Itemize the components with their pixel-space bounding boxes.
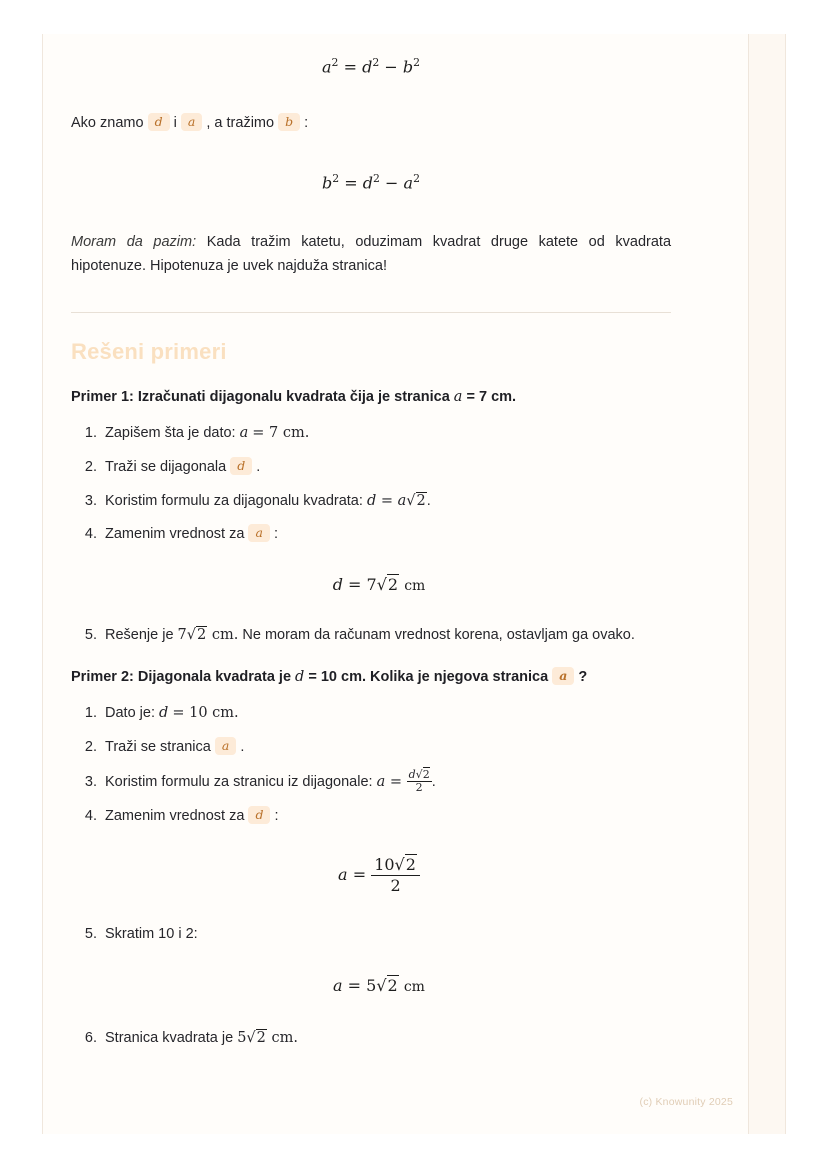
section-title: Rešeni primeri — [71, 339, 227, 365]
step-text-after: Ne moram da računam vrednost korena, ostavljam ga ovako. — [242, 626, 635, 643]
chip-b-1: b — [278, 113, 300, 131]
step-text-after: . — [240, 739, 245, 756]
example2-heading-mid: = 10 cm. Kolika je njegova stranica — [308, 669, 549, 686]
step-text: Koristim formulu za stranicu iz dijagonale: — [105, 773, 373, 790]
chip-d-1: d — [148, 113, 170, 131]
step-var-d: d — [159, 705, 169, 722]
step-text-after: : — [273, 526, 278, 543]
step-text-after: = 10 cm. — [172, 705, 239, 722]
equation-a-squared: $a^2 = d^2 - b^2$ — [322, 56, 420, 77]
step-text-after: : — [274, 807, 279, 824]
step-var-a: a — [239, 425, 249, 442]
note-paragraph — [71, 231, 671, 279]
step-text: Zamenim vrednost za — [105, 526, 245, 543]
step-text: Rešenje je — [105, 626, 174, 643]
chip-a-1: a — [181, 113, 202, 131]
step-text: Skratim 10 i 2: — [105, 925, 198, 942]
step-text: Zapišem šta je dato: — [105, 425, 236, 442]
example2-heading-var: d — [295, 669, 305, 686]
step-text-after: = 7 cm. — [252, 425, 310, 442]
list-item — [101, 735, 671, 760]
example2-steps — [71, 701, 671, 1050]
chip-a-2: a — [248, 524, 269, 542]
example1-steps — [71, 421, 671, 647]
example2-heading-after: ? — [578, 669, 588, 686]
intro-paragraph — [71, 112, 671, 136]
chip-d-3: d — [248, 806, 270, 824]
step-text-after: . — [256, 459, 261, 476]
example2-display-equation-1: a = $\frac{10√2}{2}$ — [87, 855, 671, 896]
chip-a-3: a — [552, 667, 574, 685]
footer-copyright: (c) Knowunity 2025 — [639, 1096, 733, 1108]
list-item: 6. Stranica kvadrata je 5√2 cm. — [101, 1026, 671, 1051]
step-text-after: . — [431, 773, 436, 790]
example1-heading-after: = 7 cm. — [466, 389, 517, 406]
list-item — [101, 701, 671, 726]
document-body — [71, 34, 671, 1060]
example2-heading — [71, 667, 671, 685]
example1-heading — [71, 389, 671, 405]
example1-heading-before: Primer 1: Izračunati dijagonalu kvadrata čija je stranica — [71, 389, 450, 406]
list-item — [101, 421, 671, 446]
list-item: 3. Koristim formulu za stranicu iz dijagonale: a = $\frac{d√2}{2}$ . — [101, 769, 671, 795]
page-right-margin — [749, 34, 785, 1134]
step-text: Traži se dijagonala — [105, 459, 227, 476]
chip-d-2: d — [230, 457, 252, 475]
list-item — [101, 455, 671, 480]
step-text: Stranica kvadrata je — [105, 1030, 234, 1047]
chip-a-4: a — [215, 737, 236, 755]
step-text: Traži se stranica — [105, 739, 211, 756]
note-text: Kada tražim katetu, oduzimam kvadrat druge katete od kvadrata hipotenuze. Hipotenuza je uvek najduža stranica! — [71, 233, 672, 274]
intro-middle: , a tražimo — [206, 115, 275, 132]
list-item — [101, 522, 671, 547]
step-text-after: . — [426, 492, 431, 509]
equation-b-squared: $b^2 = d^2 - a^2$ — [322, 172, 420, 193]
list-item: 5. Rešenje je 7√2 cm. Ne moram da računam vrednost korena, ostavljam ga ovako. — [101, 623, 671, 648]
example2-display-equation-2: a = 5√2 cm — [333, 976, 425, 996]
example1-heading-var: a — [453, 389, 463, 406]
document-page — [42, 34, 786, 1134]
page-content-area — [43, 34, 749, 1134]
example2-heading-before: Primer 2: Dijagonala kvadrata je — [71, 669, 292, 686]
list-item — [101, 804, 671, 829]
list-item: 3. Koristim formulu za dijagonalu kvadrata: d = a√2. — [101, 489, 671, 514]
intro-conj: i — [173, 115, 177, 132]
example1-display-equation: d = 7√2 cm — [332, 574, 426, 594]
step-text: Koristim formulu za dijagonalu kvadrata: — [105, 492, 363, 509]
note-emphasis: Moram da pazim: — [71, 233, 197, 250]
section-divider — [71, 312, 671, 313]
step-text: Dato je: — [105, 705, 155, 722]
list-item — [101, 922, 671, 947]
intro-after: : — [304, 115, 309, 132]
step-text: Zamenim vrednost za — [105, 807, 245, 824]
intro-before: Ako znamo — [71, 115, 144, 132]
